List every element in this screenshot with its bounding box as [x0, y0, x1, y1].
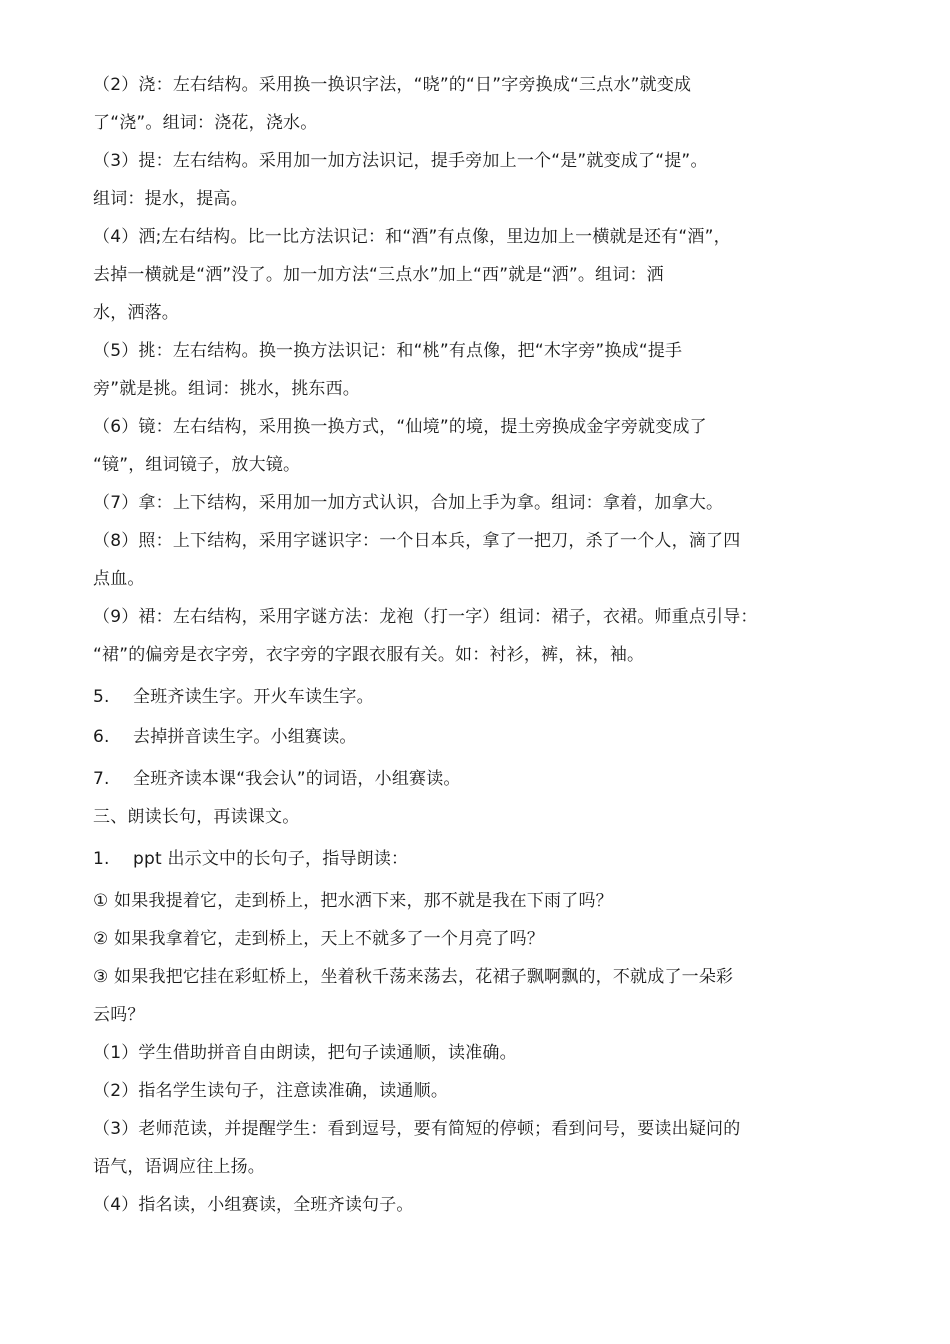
text-line: （3）提：左右结构。采用加一加方法识记，提手旁加上一个“是”就变成了“提”。 — [93, 151, 708, 171]
numbered-item — [93, 678, 883, 716]
text-line: “镜”，组词镜子，放大镜。 — [93, 455, 301, 475]
text-line: 云吗？ — [93, 1005, 145, 1025]
text-line: 旁”就是挑。组词：挑水，挑东西。 — [93, 379, 361, 399]
text-line: （5）挑：左右结构。换一换方法识记：和“桃”有点像，把“木字旁”换成“提手 — [93, 341, 683, 361]
text-line: （2）指名学生读句子，注意读准确，读通顺。 — [93, 1081, 449, 1101]
text-line: 组词：提水，提高。 — [93, 189, 248, 209]
item-text: ppt 出示文中的长句子，指导朗读： — [133, 849, 409, 869]
item-number: 7. — [93, 769, 110, 789]
text-line: 水，洒落。 — [93, 303, 179, 323]
text-line: ② 如果我拿着它，走到桥上，天上不就多了一个月亮了吗？ — [93, 929, 545, 949]
text-line: （4）指名读，小组赛读，全班齐读句子。 — [93, 1195, 414, 1215]
text-line: 了“浇”。组词：浇花，浇水。 — [93, 113, 318, 133]
section-heading: 三、朗读长句，再读课文。 — [93, 807, 300, 827]
text-line: （8）照：上下结构，采用字谜识字：一个日本兵，拿了一把刀，杀了一个人，滴了四 — [93, 531, 741, 551]
text-line: 语气，语调应往上扬。 — [93, 1157, 265, 1177]
text-line: ① 如果我提着它，走到桥上，把水洒下来，那不就是我在下雨了吗？ — [93, 891, 613, 911]
numbered-item — [93, 718, 883, 756]
document-page — [93, 66, 883, 1224]
text-line: 点血。 — [93, 569, 145, 589]
item-text: 全班齐读本课“我会认”的词语，小组赛读。 — [133, 769, 461, 789]
text-line: （7）拿：上下结构，采用加一加方式认识，合加上手为拿。组词：拿着，加拿大。 — [93, 493, 724, 513]
text-line: （3）老师范读，并提醒学生：看到逗号，要有简短的停顿；看到问号，要读出疑问的 — [93, 1119, 741, 1139]
item-number: 1. — [93, 849, 110, 869]
item-number: 5. — [93, 687, 110, 707]
text-line: （9）裙：左右结构，采用字谜方法：龙袍（打一字）组词：裙子，衣裙。师重点引导： — [93, 607, 758, 627]
text-line: （2）浇：左右结构。采用换一换识字法，“晓”的“日”字旁换成“三点水”就变成 — [93, 75, 692, 95]
text-line: （6）镜：左右结构，采用换一换方式，“仙境”的境，提土旁换成金字旁就变成了 — [93, 417, 707, 437]
text-line: （1）学生借助拼音自由朗读，把句子读通顺，读准确。 — [93, 1043, 517, 1063]
text-line: ③ 如果我把它挂在彩虹桥上，坐着秋千荡来荡去，花裙子飘啊飘的，不就成了一朵彩 — [93, 967, 734, 987]
item-text: 去掉拼音读生字。小组赛读。 — [133, 727, 357, 747]
numbered-item — [93, 840, 883, 878]
text-line: “裙”的偏旁是衣字旁，衣字旁的字跟衣服有关。如：衬衫，裤，袜，袖。 — [93, 645, 645, 665]
item-number: 6. — [93, 727, 110, 747]
text-line: 去掉一横就是“洒”没了。加一加方法“三点水”加上“西”就是“洒”。组词：洒 — [93, 265, 664, 285]
item-text: 全班齐读生字。开火车读生字。 — [133, 687, 374, 707]
numbered-item — [93, 760, 883, 798]
text-line: （4）洒;左右结构。比一比方法识记：和“酒”有点像，里边加上一横就是还有“酒”， — [93, 227, 731, 247]
